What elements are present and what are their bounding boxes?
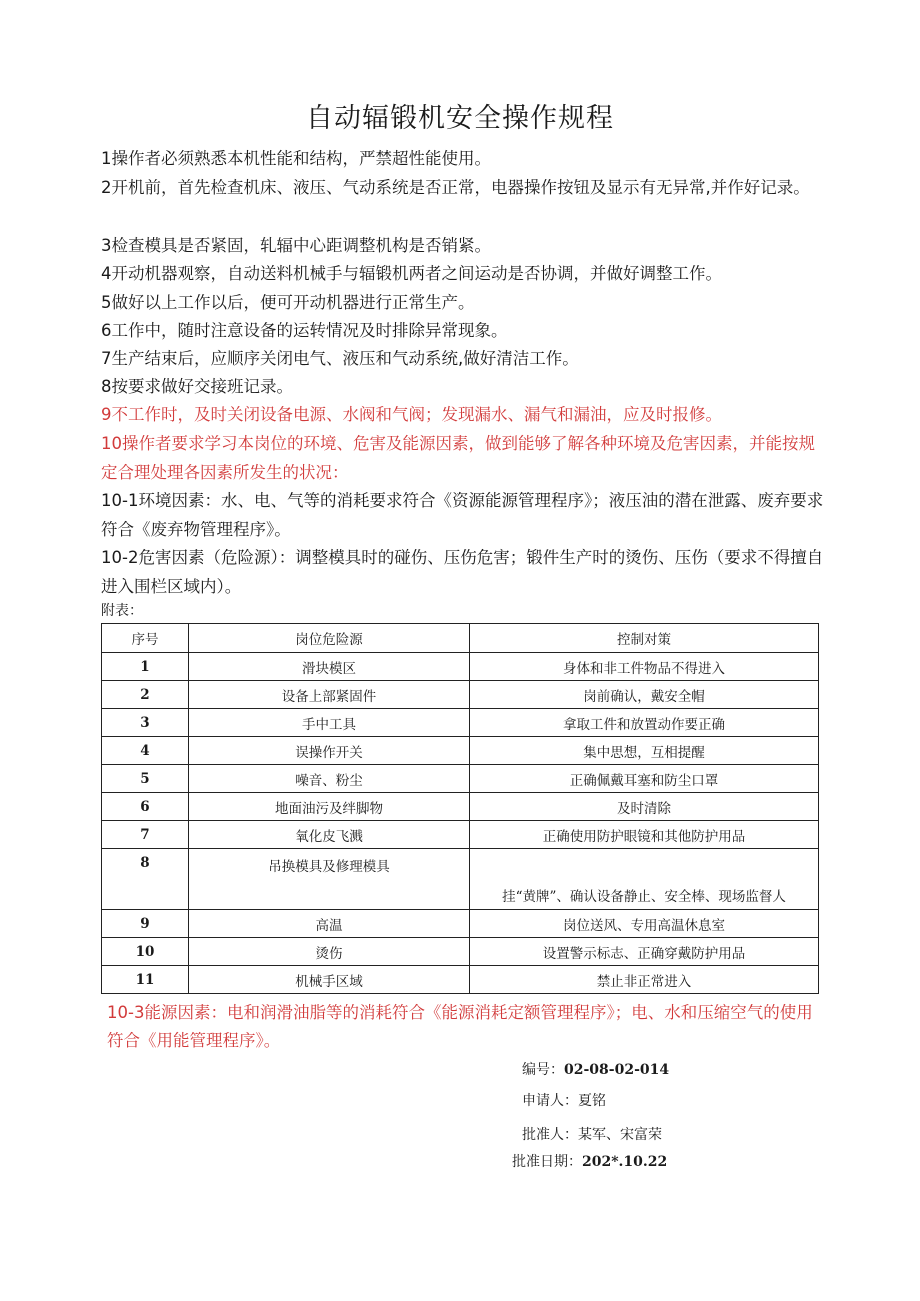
row-measure: 身体和非工件物品不得进入 [470, 653, 819, 681]
applicant [522, 1090, 606, 1110]
row-index: 5 [102, 765, 189, 793]
applicant-label: 申请人： [522, 1093, 578, 1109]
table-row [102, 709, 819, 737]
row-index: 11 [102, 966, 189, 994]
rule-7: 7生产结束后，应顺序关闭电气、液压和气动系统,做好清洁工作。 [101, 349, 579, 368]
row-measure: 岗位送风、专用高温休息室 [470, 910, 819, 938]
approval-date-label: 批准日期： [512, 1154, 582, 1170]
hazard-table [101, 623, 819, 994]
rule-8: 8按要求做好交接班记录。 [101, 377, 293, 396]
rule-9: 9不工作时，及时关闭设备电源、水阀和气阀；发现漏水、漏气和漏油，应及时报修。 [101, 405, 722, 424]
row-hazard: 误操作开关 [189, 737, 470, 765]
approver-label: 批准人： [522, 1127, 578, 1143]
rule-10-2: 10-2危害因素（危险源）：调整模具时的碰伤、压伤危害；锻件生产时的烫伤、压伤（要求不得擅自进入围栏区域内）。 [101, 548, 824, 596]
row-hazard: 吊换模具及修理模具 [189, 849, 470, 910]
row-hazard: 烫伤 [189, 938, 470, 966]
row-measure: 禁止非正常进入 [470, 966, 819, 994]
rule-1: 1操作者必须熟悉本机性能和结构，严禁超性能使用。 [101, 149, 491, 168]
table-row [102, 966, 819, 994]
row-index: 8 [102, 849, 189, 910]
table-row [102, 910, 819, 938]
row-measure: 正确佩戴耳塞和防尘口罩 [470, 765, 819, 793]
approver-value: 某军、宋富荣 [578, 1127, 662, 1143]
header-measure: 控制对策 [470, 624, 819, 653]
table-row [102, 681, 819, 709]
rule-5: 5做好以上工作以后，便可开动机器进行正常生产。 [101, 293, 475, 312]
row-measure: 挂“黄牌”、确认设备静止、安全棒、现场监督人 [470, 849, 819, 910]
document-title: 自动辐锻机安全操作规程 [306, 103, 614, 134]
applicant-value: 夏铭 [578, 1093, 606, 1109]
approval-date [512, 1151, 667, 1171]
row-hazard: 地面油污及绊脚物 [189, 793, 470, 821]
row-hazard: 手中工具 [189, 709, 470, 737]
rule-6: 6工作中，随时注意设备的运转情况及时排除异常现象。 [101, 321, 508, 340]
header-hazard: 岗位危险源 [189, 624, 470, 653]
table-row [102, 849, 819, 910]
doc-number-value: 02-08-02-014 [564, 1062, 670, 1078]
rule-2: 2开机前，首先检查机床、液压、气动系统是否正常，电器操作按钮及显示有无异常,并作好记录。 [101, 178, 810, 197]
row-index: 2 [102, 681, 189, 709]
row-measure: 正确使用防护眼镜和其他防护用品 [470, 821, 819, 849]
header-index: 序号 [102, 624, 189, 653]
row-measure: 及时清除 [470, 793, 819, 821]
row-index: 9 [102, 910, 189, 938]
row-hazard: 滑块模区 [189, 653, 470, 681]
table-note: 附表： [101, 603, 143, 619]
doc-number-label: 编号： [522, 1062, 564, 1078]
table-row [102, 653, 819, 681]
row-index: 7 [102, 821, 189, 849]
row-hazard: 氧化皮飞溅 [189, 821, 470, 849]
row-index: 3 [102, 709, 189, 737]
row-measure: 岗前确认，戴安全帽 [470, 681, 819, 709]
rule-4: 4开动机器观察，自动送料机械手与辐锻机两者之间运动是否协调，并做好调整工作。 [101, 264, 722, 283]
table-row [102, 938, 819, 966]
doc-number [522, 1059, 669, 1079]
table-row [102, 737, 819, 765]
rule-10-1: 10-1环境因素：水、电、气等的消耗要求符合《资源能源管理程序》；液压油的潜在泄露、废弃要求符合《废弃物管理程序》。 [101, 491, 824, 539]
row-measure: 设置警示标志、正确穿戴防护用品 [470, 938, 819, 966]
rule-3: 3检查模具是否紧固，轧辐中心距调整机构是否销紧。 [101, 236, 491, 255]
row-hazard: 高温 [189, 910, 470, 938]
row-index: 1 [102, 653, 189, 681]
approver [522, 1124, 662, 1144]
table-row [102, 765, 819, 793]
row-hazard: 机械手区域 [189, 966, 470, 994]
row-index: 4 [102, 737, 189, 765]
approval-date-value: 202*.10.22 [582, 1154, 668, 1170]
row-index: 10 [102, 938, 189, 966]
row-index: 6 [102, 793, 189, 821]
row-measure: 集中思想，互相提醒 [470, 737, 819, 765]
rule-10: 10操作者要求学习本岗位的环境、危害及能源因素，做到能够了解各种环境及危害因素，并能按规定合理处理各因素所发生的状况： [101, 434, 815, 482]
table-row [102, 793, 819, 821]
row-hazard: 噪音、粉尘 [189, 765, 470, 793]
row-hazard: 设备上部紧固件 [189, 681, 470, 709]
table-header-row [102, 624, 819, 653]
table-row [102, 821, 819, 849]
row-measure: 拿取工件和放置动作要正确 [470, 709, 819, 737]
rule-10-3: 10-3能源因素：电和润滑油脂等的消耗符合《能源消耗定额管理程序》；电、水和压缩空气的使用符合《用能管理程序》。 [107, 1003, 813, 1050]
